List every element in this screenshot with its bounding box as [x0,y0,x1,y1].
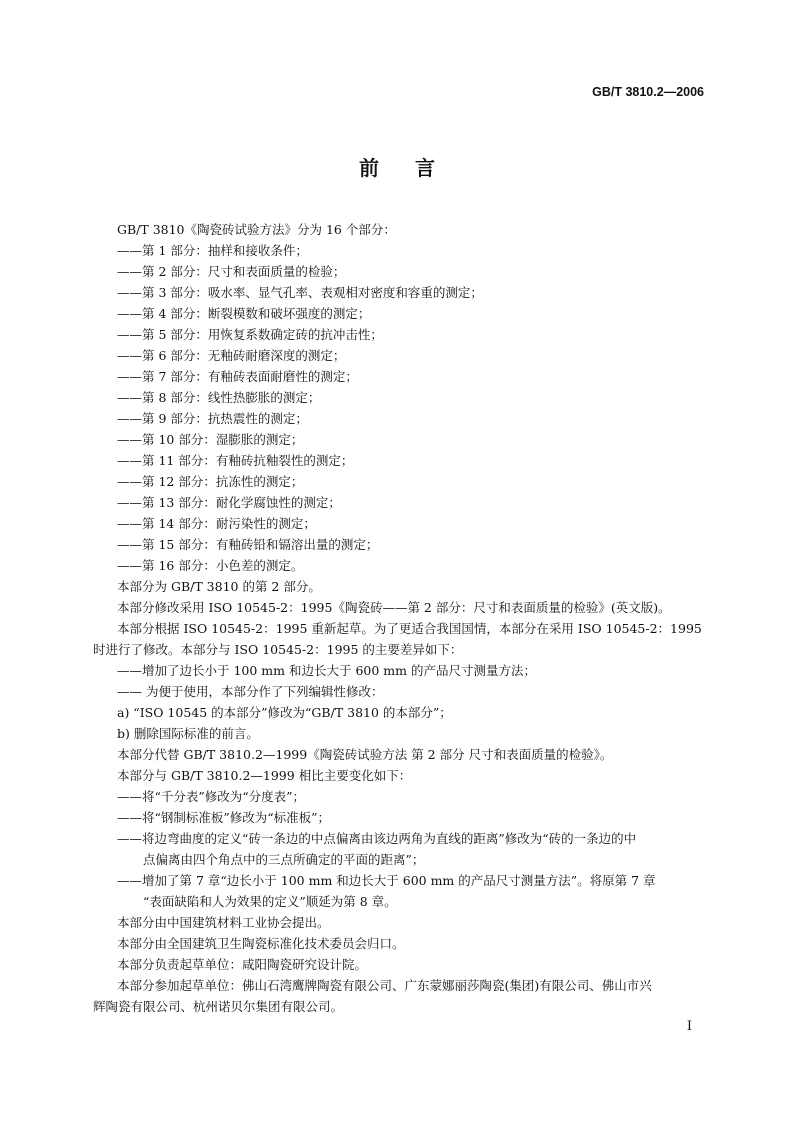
part-item: ——第 3 部分：吸水率、显气孔率、表观相对密度和容重的测定； [117,285,483,300]
edit-item: a) “ISO 10545 的本部分”修改为“GB/T 3810 的本部分”； [117,705,452,720]
change-item: ——将“千分表”修改为“分度表”； [117,789,306,804]
part-item: ——第 14 部分：耐污染性的测定； [117,516,316,531]
part-item: ——第 4 部分：断裂模数和破坏强度的测定； [117,306,371,321]
change-item-continuation: 点偏离由四个角点中的三点所确定的平面的距离”； [143,852,425,867]
text-line: 本部分与 GB/T 3810.2—1999 相比主要变化如下： [117,768,412,783]
difference-item: —— 为便于使用，本部分作了下列编辑性修改： [117,684,384,699]
text-line: 辉陶瓷有限公司、杭州诺贝尔集团有限公司。 [93,999,344,1014]
text-line: 本部分为 GB/T 3810 的第 2 部分。 [117,579,321,594]
difference-item: ——增加了边长小于 100 mm 和边长大于 600 mm 的产品尺寸测量方法； [117,663,536,678]
text-line: 本部分参加起草单位：佛山石湾鹰牌陶瓷有限公司、广东蒙娜丽莎陶瓷(集团)有限公司、佛山市兴 [117,978,652,993]
part-item: ——第 7 部分：有釉砖表面耐磨性的测定； [117,369,358,384]
part-item: ——第 8 部分：线性热膨胀的测定； [117,390,321,405]
part-item: ——第 12 部分：抗冻性的测定； [117,474,304,489]
part-item: ——第 1 部分：抽样和接收条件； [117,243,308,258]
edit-item: b) 删除国际标准的前言。 [117,726,259,741]
foreword-body [93,219,707,1017]
part-item: ——第 13 部分：耐化学腐蚀性的测定； [117,495,341,510]
part-item: ——第 5 部分：用恢复系数确定砖的抗冲击性； [117,327,383,342]
part-item: ——第 9 部分：抗热震性的测定； [117,411,308,426]
text-line: 本部分根据 ISO 10545-2：1995 重新起草。为了更适合我国国情，本部分在采用 ISO 10545-2：1995 [117,621,702,636]
text-line: 本部分修改采用 ISO 10545-2：1995《陶瓷砖——第 2 部分：尺寸和表面质量的检验》(英文版)。 [117,600,671,615]
part-item: ——第 6 部分：无釉砖耐磨深度的测定； [117,348,346,363]
standard-code: GB/T 3810.2—2006 [592,85,704,99]
change-item: ——增加了第 7 章“边长小于 100 mm 和边长大于 600 mm 的产品尺寸测量方法”。将原第 7 章 [117,873,656,888]
part-item: ——第 10 部分：湿膨胀的测定； [117,432,304,447]
text-line: 本部分由全国建筑卫生陶瓷标准化技术委员会归口。 [117,936,405,951]
part-item: ——第 2 部分：尺寸和表面质量的检验； [117,264,346,279]
text-line: 本部分由中国建筑材料工业协会提出。 [117,915,330,930]
change-item: ——将边弯曲度的定义“砖一条边的中点偏离由该边两角为直线的距离”修改为“砖的一条边的中 [117,831,637,846]
text-line: 本部分代替 GB/T 3810.2—1999《陶瓷砖试验方法 第 2 部分 尺寸和表面质量的检验》。 [117,747,613,762]
part-item: ——第 11 部分：有釉砖抗釉裂性的测定； [117,453,354,468]
page-number: I [686,1019,692,1034]
part-item: ——第 16 部分：小色差的测定。 [117,558,304,573]
part-item: ——第 15 部分：有釉砖铅和镉溶出量的测定； [117,537,379,552]
page-title: 前言 [359,156,471,180]
change-item: ——将“钢制标准板”修改为“标准板”； [117,810,331,825]
change-item-continuation: “表面缺陷和人为效果的定义”顺延为第 8 章。 [143,894,397,909]
text-line: 时进行了修改。本部分与 ISO 10545-2：1995 的主要差异如下： [93,642,463,657]
text-line: 本部分负责起草单位：咸阳陶瓷研究设计院。 [117,957,368,972]
text-line: GB/T 3810《陶瓷砖试验方法》分为 16 个部分： [117,222,396,237]
